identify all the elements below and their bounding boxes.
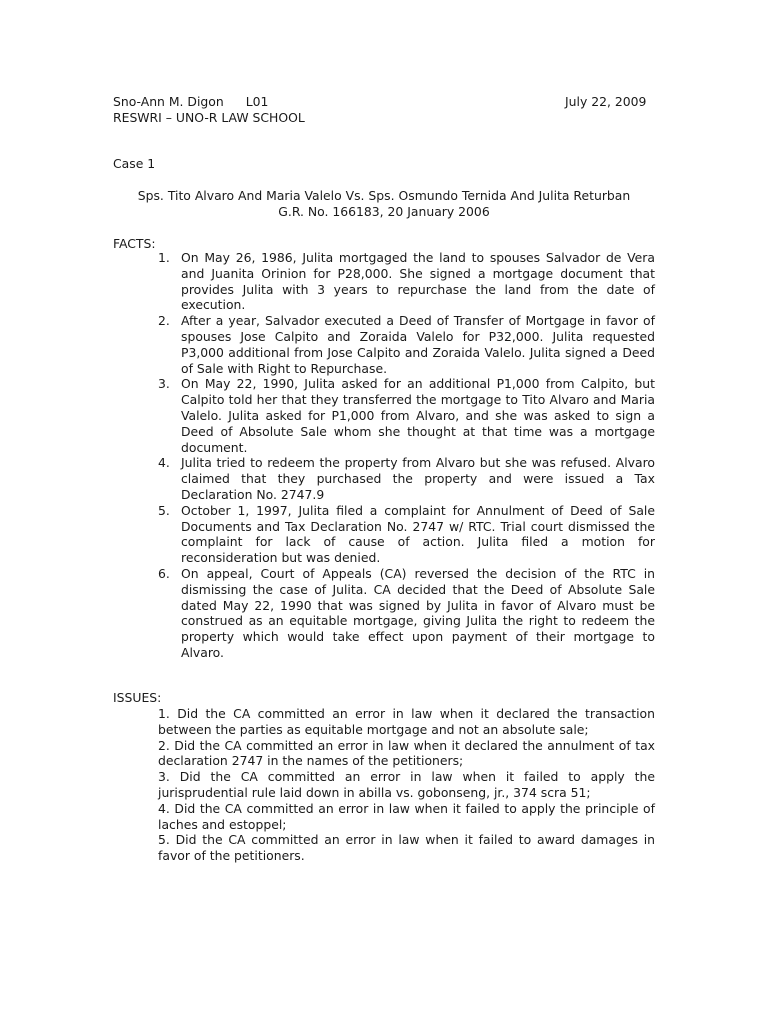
case-label: Case 1 bbox=[113, 156, 156, 171]
issue-item: 5. Did the CA committed an error in law when it failed to award damages in favor of the petitioners. bbox=[158, 832, 655, 864]
fact-item bbox=[158, 313, 655, 376]
fact-text: October 1, 1997, Julita filed a complaint for Annulment of Deed of Sale Documents and Tax Declaration No. 2747 w/ RTC. Trial court dismissed the complaint for lack of cause of action. Julita filed a motion for reconsideration but was denied. bbox=[181, 502, 655, 566]
issue-item: 4. Did the CA committed an error in law when it failed to apply the principle of laches and estoppel; bbox=[158, 800, 655, 832]
fact-item bbox=[158, 376, 655, 455]
case-title bbox=[113, 188, 655, 220]
issue-item: 3. Did the CA committed an error in law when it failed to apply the jurisprudential rule laid down in abilla vs. gobonseng, jr., 374 scra 51; bbox=[158, 769, 655, 800]
issue-item: 1. Did the CA committed an error in law when it declared the transaction between the parties as equitable mortgage and not an absolute sale; bbox=[158, 706, 655, 737]
facts-heading: FACTS: bbox=[113, 236, 156, 251]
issues-heading: ISSUES: bbox=[113, 690, 162, 705]
fact-item bbox=[158, 503, 655, 566]
fact-number: 3. bbox=[158, 376, 170, 392]
fact-text: Julita tried to redeem the property from Alvaro but she was refused. Alvaro claimed that they purchased the property and were issued a Tax Declaration No. 2747.9 bbox=[181, 455, 655, 502]
author-name: Sno-Ann M. Digon bbox=[113, 94, 224, 109]
school-name: RESWRI – UNO-R LAW SCHOOL bbox=[113, 109, 305, 125]
document-date: July 22, 2009 bbox=[565, 94, 647, 109]
fact-number: 6. bbox=[158, 565, 170, 581]
author-block bbox=[113, 94, 305, 126]
fact-item bbox=[158, 566, 655, 661]
fact-text: On May 26, 1986, Julita mortgaged the land to spouses Salvador de Vera and Juanita Orinion for P28,000. She signed a mortgage document that provides Julita with 3 years to repurchase the land from the date of execution. bbox=[181, 250, 655, 313]
fact-number: 5. bbox=[158, 502, 170, 518]
facts-list bbox=[158, 250, 655, 661]
fact-number: 4. bbox=[158, 455, 170, 471]
fact-item bbox=[158, 455, 655, 502]
case-parties: Sps. Tito Alvaro And Maria Valelo Vs. Sps. Osmundo Ternida And Julita Returban bbox=[137, 188, 631, 203]
issues-list bbox=[158, 706, 655, 864]
fact-number: 1. bbox=[158, 250, 170, 265]
fact-text: On appeal, Court of Appeals (CA) reversed the decision of the RTC in dismissing the case of Julita. CA decided that the Deed of Absolute Sale dated May 22, 1990 that was signed by Julita in favor of Alvaro must be construed as an equitable mortgage, giving Julita the right to redeem the property which would take effect upon payment of their mortgage to Alvaro. bbox=[181, 565, 655, 660]
fact-number: 2. bbox=[158, 313, 170, 329]
fact-text: On May 22, 1990, Julita asked for an additional P1,000 from Calpito, but Calpito told her that they transferred the mortgage to Tito Alvaro and Maria Valelo. Julita asked for P1,000 from Alvaro, and she was asked to sign a Deed of Absolute Sale whom she thought at that time was a mortgage document. bbox=[181, 376, 655, 455]
issue-item: 2. Did the CA committed an error in law when it declared the annulment of tax declaration 2747 in the names of the petitioners; bbox=[158, 737, 655, 769]
fact-item bbox=[158, 250, 655, 313]
case-citation: G.R. No. 166183, 20 January 2006 bbox=[278, 203, 490, 219]
section-code: L01 bbox=[245, 94, 269, 109]
fact-text: After a year, Salvador executed a Deed of Transfer of Mortgage in favor of spouses Jose Calpito and Zoraida Valelo for P32,000. Julita requested P3,000 additional from Jose Calpito and Zoraida Valelo. Julita signed a Deed of Sale with Right to Repurchase. bbox=[181, 313, 655, 376]
